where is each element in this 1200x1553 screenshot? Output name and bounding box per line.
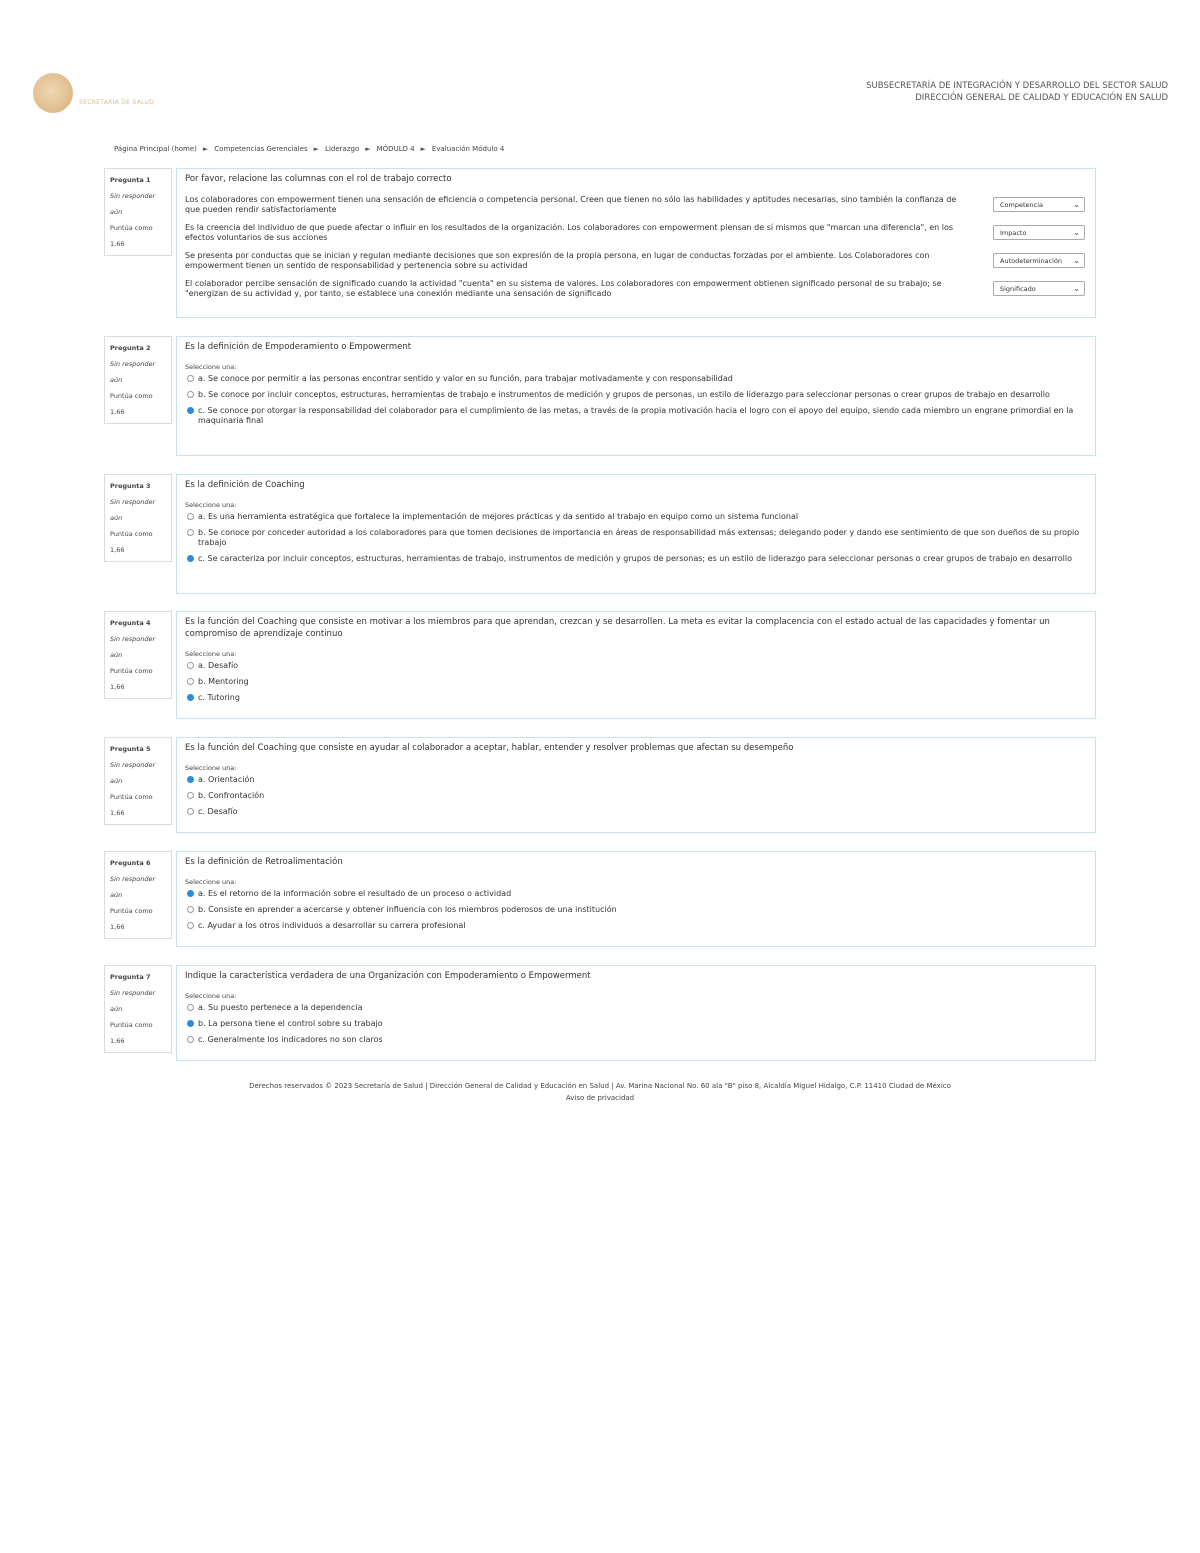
match-select[interactable] bbox=[993, 281, 1085, 296]
page-footer bbox=[0, 1080, 1200, 1104]
option-label: b. Confrontación bbox=[198, 791, 265, 800]
question-content bbox=[176, 336, 1096, 456]
question-text: Es la función del Coaching que consiste en motivar a los miembros para que aprendan, crezcan y se desarrollen. La meta es evitar la complacencia con el estado actual de las capacidades y fomentar un compromiso de aprendizaje continuo bbox=[185, 617, 1050, 639]
question-status: Sin responder aún bbox=[110, 498, 156, 522]
option-label: c. Generalmente los indicadores no son claros bbox=[198, 1035, 383, 1044]
option-label: b. Consiste en aprender a acercarse y obtener influencia con los miembros poderosos de una institución bbox=[198, 905, 617, 914]
question-number: Pregunta 2 bbox=[110, 344, 151, 352]
option-label: b. Se conoce por incluir conceptos, estructuras, herramientas de trabajo e instrumentos de medición y grupos de personas, un estilo de liderazgo para seleccionar personas o crear grupos de trabajo en desarrollo bbox=[198, 390, 1050, 399]
option-label: c. Se caracteriza por incluir conceptos, estructuras, herramientas de trabajo, instrumentos de medición y grupos de personas; es un estilo de liderazgo para seleccionar personas o crear grupos de trabajo en desarrollo bbox=[198, 554, 1073, 563]
radio-button[interactable] bbox=[187, 792, 194, 799]
question-text: Es la función del Coaching que consiste en ayudar al colaborador a aceptar, hablar, entender y resolver problemas que afectan su desempeño bbox=[185, 743, 794, 753]
option-label: a. Es el retorno de la información sobre el resultado de un proceso o actividad bbox=[198, 889, 512, 898]
answer-option[interactable] bbox=[185, 390, 1085, 400]
answer-option[interactable] bbox=[185, 807, 1085, 817]
select-value: Significado bbox=[1000, 284, 1036, 293]
question-status: Sin responder aún bbox=[110, 635, 156, 659]
option-label: a. Su puesto pertenece a la dependencia bbox=[198, 1003, 363, 1012]
question-status: Sin responder aún bbox=[110, 360, 156, 384]
match-text: Se presenta por conductas que se inician y regulan mediante decisiones que son expresión de la propia persona, en lugar de conductas forzadas por el ambiente. Los Colaboradores con empowerment tienen un sentido de responsabilidad y pertenencia sobre su actividad bbox=[185, 251, 930, 270]
match-text: Los colaboradores con empowerment tienen una sensación de eficiencia o competencia personal. Creen que tienen no sólo las habilidades y aptitudes necesarias, sino también la confianza de que pueden rendir satisfactoriamente bbox=[185, 195, 957, 214]
answer-option[interactable] bbox=[185, 1003, 1085, 1013]
question-status: Sin responder aún bbox=[110, 875, 156, 899]
answer-option[interactable] bbox=[185, 775, 1085, 785]
radio-button-selected[interactable] bbox=[187, 694, 194, 701]
answer-prompt: Seleccione una: bbox=[185, 363, 237, 371]
question-content bbox=[176, 168, 1096, 318]
option-label: c. Desafío bbox=[198, 807, 238, 816]
breadcrumb-separator-icon: ► bbox=[313, 145, 320, 153]
answer-option[interactable] bbox=[185, 661, 1085, 671]
seal-icon bbox=[33, 73, 73, 113]
option-label: a. Desafío bbox=[198, 661, 239, 670]
question-number: Pregunta 6 bbox=[110, 859, 151, 867]
question-info bbox=[104, 474, 172, 562]
question-points: Puntúa como 1,66 bbox=[110, 1021, 153, 1045]
answer-option[interactable] bbox=[185, 528, 1085, 548]
question-info bbox=[104, 965, 172, 1053]
answer-option[interactable] bbox=[185, 406, 1085, 426]
radio-button-selected[interactable] bbox=[187, 407, 194, 414]
select-value: Impacto bbox=[1000, 228, 1027, 237]
match-select[interactable] bbox=[993, 197, 1085, 212]
answer-option[interactable] bbox=[185, 554, 1085, 564]
radio-button[interactable] bbox=[187, 513, 194, 520]
option-label: b. La persona tiene el control sobre su trabajo bbox=[198, 1019, 383, 1028]
radio-button-selected[interactable] bbox=[187, 776, 194, 783]
question-number: Pregunta 4 bbox=[110, 619, 151, 627]
option-label: c. Tutoring bbox=[198, 693, 240, 702]
question-info bbox=[104, 737, 172, 825]
answer-option[interactable] bbox=[185, 693, 1085, 703]
option-label: b. Se conoce por conceder autoridad a los colaboradores para que tomen decisiones de importancia en áreas de responsabilidad más extensas; delegando poder y dando ese sentimiento de que son dueños de su propio trabajo bbox=[198, 528, 1080, 547]
radio-button[interactable] bbox=[187, 808, 194, 815]
header-line-1: SUBSECRETARÍA DE INTEGRACIÓN Y DESARROLLO DEL SECTOR SALUD bbox=[866, 81, 1168, 91]
question-content bbox=[176, 474, 1096, 594]
footer-copyright: Derechos reservados © 2023 Secretaría de Salud | Dirección General de Calidad y Educación en Salud | Av. Marina Nacional No. 60 ala "B" piso 8, Alcaldía Miguel Hidalgo, C.P. 11410 Ciudad de México bbox=[249, 1082, 951, 1090]
answer-option[interactable] bbox=[185, 512, 1085, 522]
question-status: Sin responder aún bbox=[110, 192, 156, 216]
match-text: El colaborador percibe sensación de significado cuando la actividad "cuenta" en su sistema de valores. Los colaboradores con empowerment obtienen significado personal de su trabajo; se "energizan de su actividad y, por tanto, se establece una conexión mediante una sensación de significado bbox=[185, 279, 942, 298]
option-label: a. Se conoce por permitir a las personas encontrar sentido y valor en su función, para trabajar motivadamente y con responsabilidad bbox=[198, 374, 733, 383]
question-points: Puntúa como 1,66 bbox=[110, 907, 153, 931]
breadcrumb-separator-icon: ► bbox=[420, 145, 426, 153]
header-line-2: DIRECCIÓN GENERAL DE CALIDAD Y EDUCACIÓN EN SALUD bbox=[915, 93, 1168, 103]
answer-prompt: Seleccione una: bbox=[185, 992, 237, 1000]
breadcrumb-separator-icon: ► bbox=[365, 145, 371, 153]
question-text: Indique la característica verdadera de una Organización con Empoderamiento o Empowerment bbox=[185, 971, 591, 981]
answer-prompt: Seleccione una: bbox=[185, 878, 237, 886]
match-row bbox=[185, 279, 1085, 299]
match-row bbox=[185, 195, 1085, 215]
option-label: a. Orientación bbox=[198, 775, 255, 784]
breadcrumb-course[interactable]: Liderazgo bbox=[325, 145, 360, 153]
radio-button[interactable] bbox=[187, 1036, 194, 1043]
question-points: Puntúa como 1,66 bbox=[110, 530, 153, 554]
radio-button[interactable] bbox=[187, 906, 194, 913]
breadcrumb-separator-icon: ► bbox=[202, 145, 209, 153]
radio-button-selected[interactable] bbox=[187, 555, 194, 562]
match-select[interactable] bbox=[993, 253, 1085, 268]
header-institution bbox=[866, 80, 1168, 104]
answer-option[interactable] bbox=[185, 677, 1085, 687]
match-text: Es la creencia del individuo de que puede afectar o influir en los resultados de la organización. Los colaboradores con empowerment piensan de sí mismos que "marcan una diferencia", en los efectos voluntarios de sus acciones bbox=[185, 223, 954, 242]
answer-prompt: Seleccione una: bbox=[185, 764, 237, 772]
question-info bbox=[104, 336, 172, 424]
radio-button[interactable] bbox=[187, 922, 194, 929]
question-status: Sin responder aún bbox=[110, 989, 156, 1013]
question-text: Es la definición de Empoderamiento o Empowerment bbox=[185, 342, 412, 352]
answer-option[interactable] bbox=[185, 1019, 1085, 1029]
chevron-down-icon: ⌄ bbox=[1073, 227, 1080, 237]
radio-button[interactable] bbox=[187, 391, 194, 398]
chevron-down-icon: ⌄ bbox=[1073, 199, 1080, 209]
answer-option[interactable] bbox=[185, 905, 1085, 915]
match-row bbox=[185, 223, 1085, 243]
answer-option[interactable] bbox=[185, 1035, 1085, 1045]
breadcrumb-quiz[interactable]: Evaluación Módulo 4 bbox=[431, 145, 505, 153]
radio-button[interactable] bbox=[187, 662, 194, 669]
question-info bbox=[104, 611, 172, 699]
chevron-down-icon: ⌄ bbox=[1073, 283, 1080, 293]
select-value: Competencia bbox=[1000, 200, 1044, 209]
question-points: Puntúa como 1,66 bbox=[110, 793, 153, 817]
page-header bbox=[0, 0, 1200, 130]
question-text: Por favor, relacione las columnas con el rol de trabajo correcto bbox=[185, 174, 452, 184]
option-label: c. Se conoce por otorgar la responsabilidad del colaborador para el cumplimiento de las metas, a través de la propia motivación hacia el logro con el apoyo del equipo, siendo cada miembro un engrane primordial en la maquinaria final bbox=[198, 406, 1074, 425]
logo[interactable] bbox=[33, 73, 154, 113]
select-value: Autodeterminación bbox=[1000, 256, 1063, 265]
option-label: c. Ayudar a los otros individuos a desarrollar su carrera profesional bbox=[198, 921, 466, 930]
question-number: Pregunta 3 bbox=[110, 482, 151, 490]
question-content bbox=[176, 851, 1096, 947]
privacy-link[interactable]: Aviso de privacidad bbox=[565, 1094, 635, 1102]
answer-option[interactable] bbox=[185, 889, 1085, 899]
match-select[interactable] bbox=[993, 225, 1085, 240]
answer-prompt: Seleccione una: bbox=[185, 501, 237, 509]
question-points: Puntúa como 1,66 bbox=[110, 667, 153, 691]
question-number: Pregunta 7 bbox=[110, 973, 151, 981]
question-info bbox=[104, 851, 172, 939]
radio-button[interactable] bbox=[187, 1004, 194, 1011]
logo-text: SECRETARÍA DE SALUD bbox=[79, 98, 155, 106]
question-points: Puntúa como 1,66 bbox=[110, 392, 153, 416]
chevron-down-icon: ⌄ bbox=[1073, 255, 1080, 265]
match-row bbox=[185, 251, 1085, 271]
question-content bbox=[176, 611, 1096, 719]
option-label: a. Es una herramienta estratégica que fortalece la implementación de mejores prácticas y da sentido al trabajo en equipo como un sistema funcional bbox=[198, 512, 799, 521]
breadcrumb-home[interactable]: Página Principal (home) bbox=[114, 145, 197, 153]
question-status: Sin responder aún bbox=[110, 761, 156, 785]
question-text: Es la definición de Coaching bbox=[185, 480, 305, 490]
question-content bbox=[176, 965, 1096, 1061]
answer-option[interactable] bbox=[185, 374, 1085, 384]
breadcrumb bbox=[114, 145, 504, 153]
radio-button-selected[interactable] bbox=[187, 1020, 194, 1027]
question-info bbox=[104, 168, 172, 256]
radio-button[interactable] bbox=[187, 678, 194, 685]
question-text: Es la definición de Retroalimentación bbox=[185, 857, 343, 867]
question-points: Puntúa como 1,66 bbox=[110, 224, 153, 248]
option-label: b. Mentoring bbox=[198, 677, 249, 686]
radio-button[interactable] bbox=[187, 529, 194, 536]
breadcrumb-category[interactable]: Competencias Gerenciales bbox=[214, 145, 308, 153]
radio-button-selected[interactable] bbox=[187, 890, 194, 897]
answer-option[interactable] bbox=[185, 791, 1085, 801]
question-content bbox=[176, 737, 1096, 833]
answer-option[interactable] bbox=[185, 921, 1085, 931]
radio-button[interactable] bbox=[187, 375, 194, 382]
answer-prompt: Seleccione una: bbox=[185, 650, 237, 658]
question-number: Pregunta 1 bbox=[110, 176, 151, 184]
question-number: Pregunta 5 bbox=[110, 745, 151, 753]
breadcrumb-module[interactable]: MÓDULO 4 bbox=[376, 145, 415, 153]
